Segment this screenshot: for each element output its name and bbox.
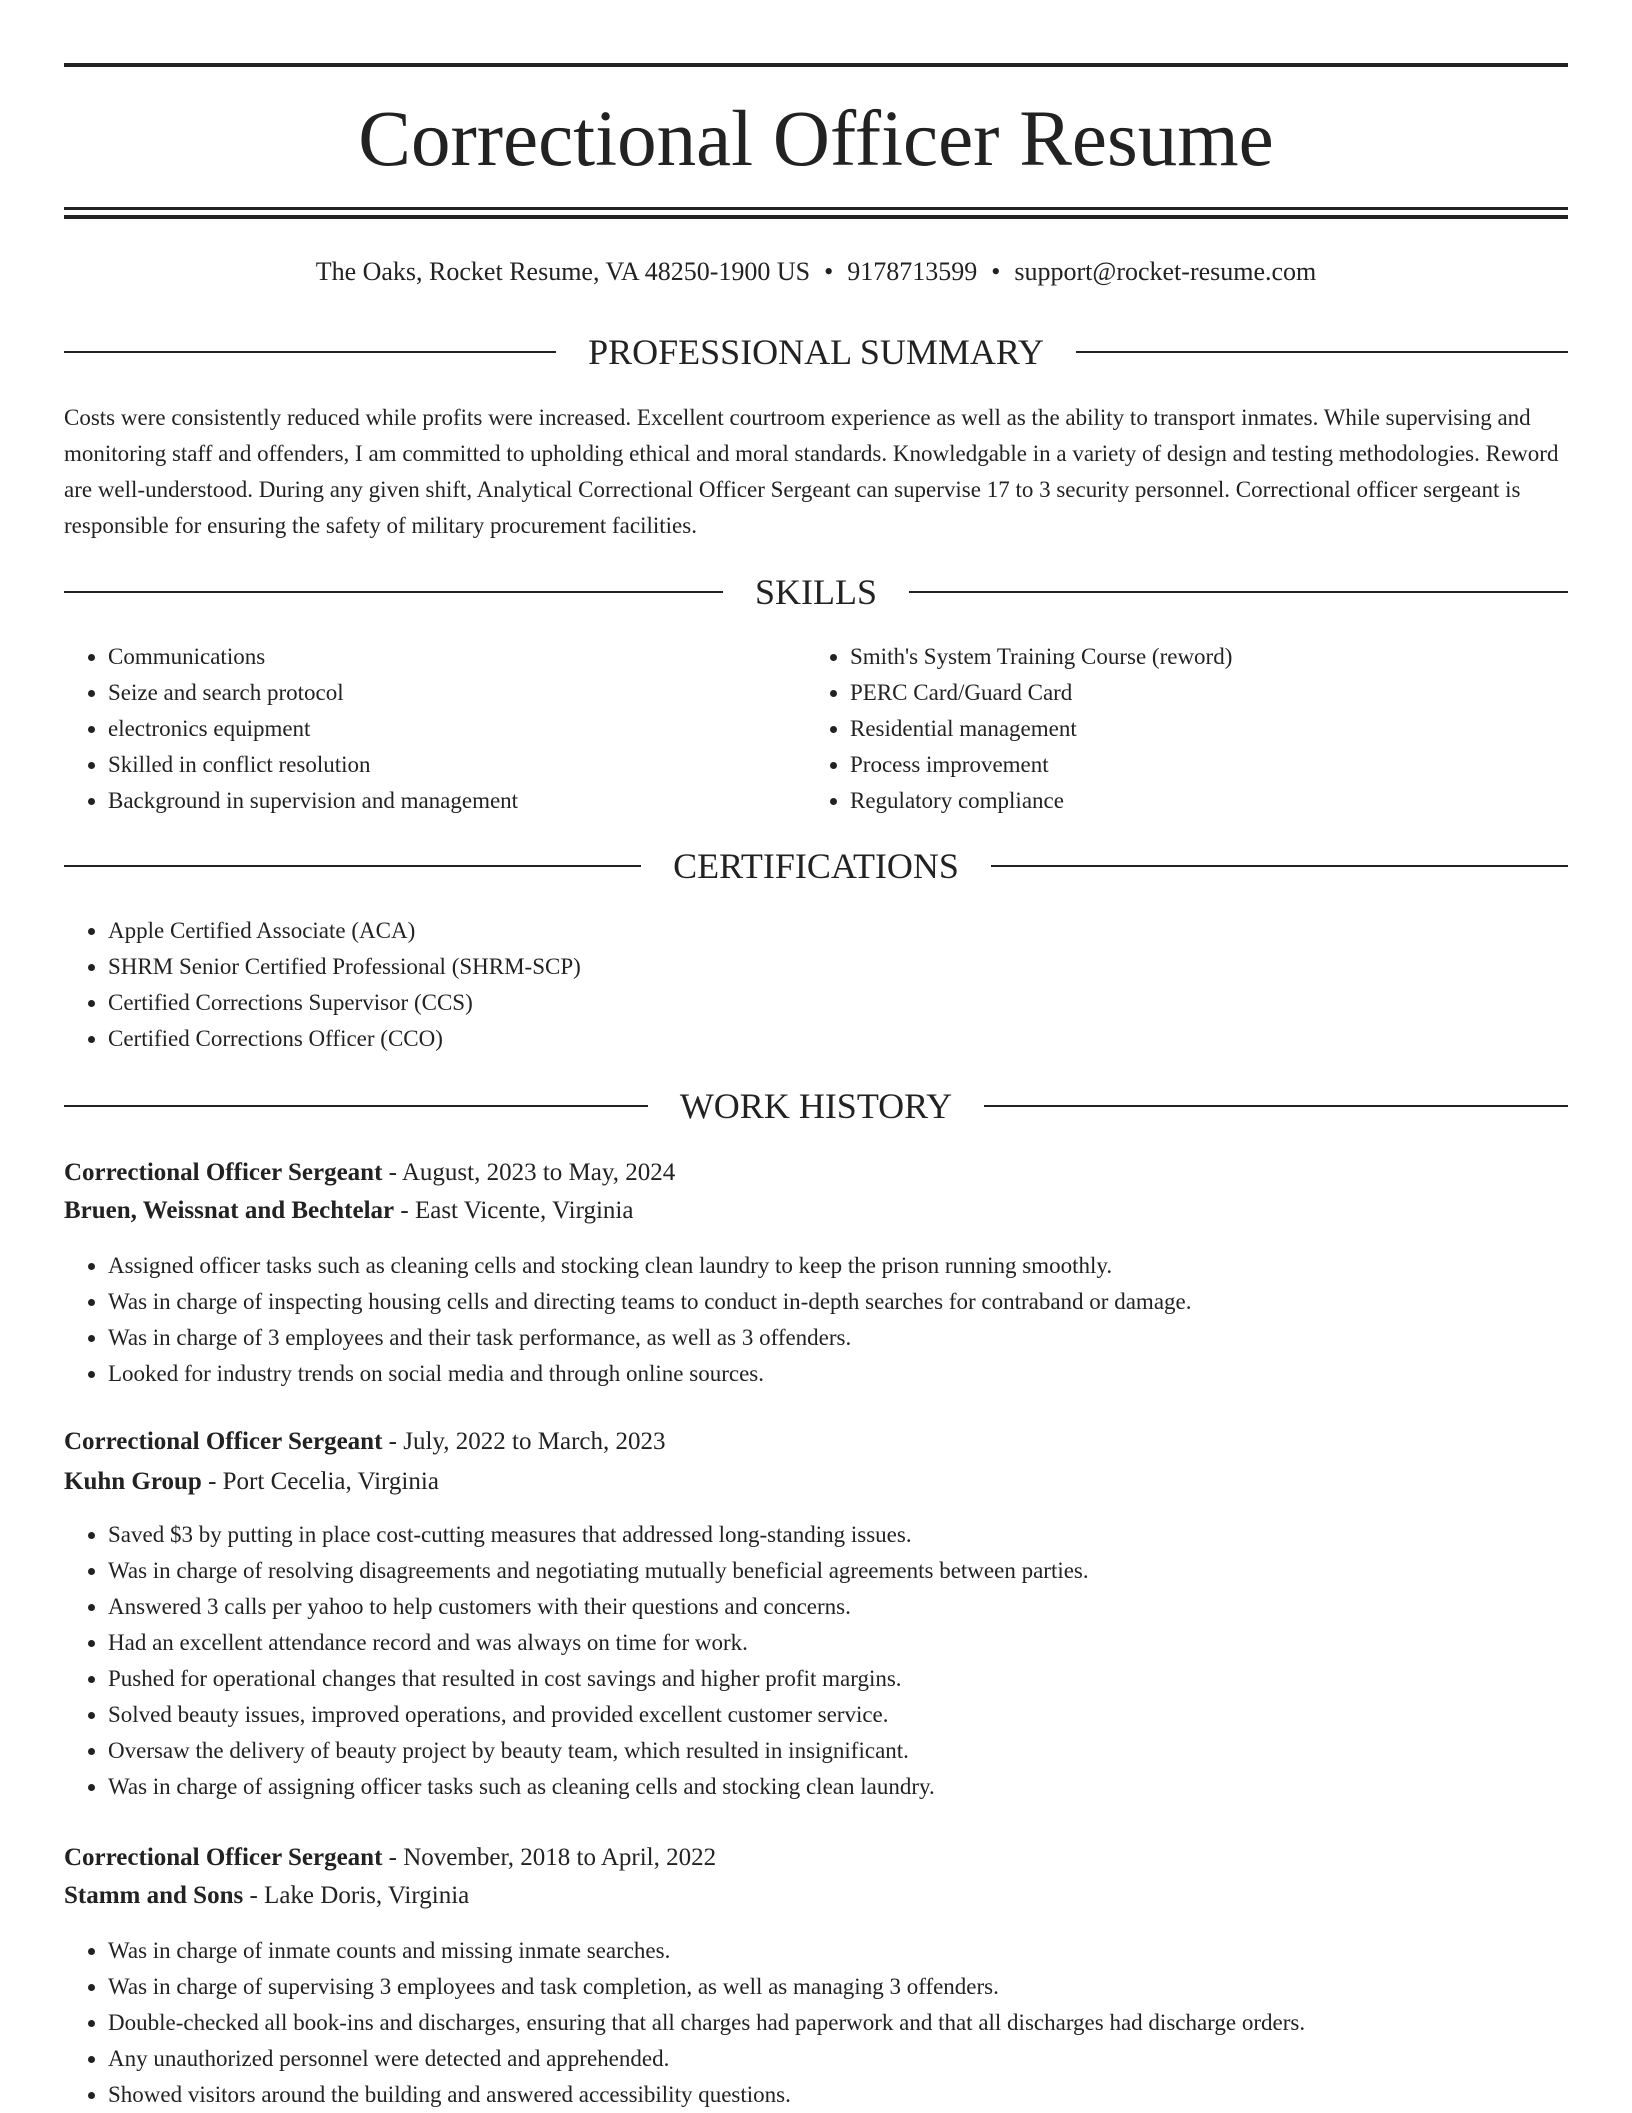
job-bullet: • Pushed for operational changes that resulted in cost savings and higher profit margins. [108,1661,1568,1697]
heading-rule [1076,351,1568,353]
job-dates: - July, 2022 to March, 2023 [382,1428,666,1455]
title-rule-lower [64,215,1568,219]
summary-text: Costs were consistently reduced while profits were increased. Excellent courtroom experience as well as the ability to transport inmates. While supervising and monitoring staff and offenders, I am committed to upholding ethical and moral standards. Knowledgable in a variety of design and testing methodologies. Reword are well-understood. During any given shift, Analytical Correctional Officer Sergeant can supervise 17 to 3 security personnel. Correctional officer sergeant is responsible for ensuring the safety of military procurement facilities. [64,405,1559,538]
heading-rule [64,865,641,867]
job-title-line [64,1839,1568,1877]
job-title-line [64,1154,1568,1192]
job-company: Stamm and Sons [64,1882,244,1909]
top-rule [64,63,1568,67]
job-dates: - November, 2018 to April, 2022 [382,1844,717,1871]
certification-item: • SHRM Senior Certified Professional (SHRM-SCP) [108,949,1568,985]
contact-phone: 9178713599 [847,257,978,286]
job-bullet: • Solved beauty issues, improved operations, and provided excellent customer service. [108,1697,1568,1733]
skills-list-left [64,639,808,819]
certification-item: • Apple Certified Associate (ACA) [108,913,1568,949]
contact-separator: • [991,257,1001,286]
skill-item: • PERC Card/Guard Card [850,675,1610,711]
job-bullet: • Looked for industry trends on social media and through online sources. [108,1356,1568,1392]
job-bullet: • Was in charge of 3 employees and their task performance, as well as 3 offenders. [108,1320,1568,1356]
job-bullet: • Any unauthorized personnel were detected and apprehended. [108,2041,1568,2077]
job-bullet: • Was in charge of resolving disagreements and negotiating mutually beneficial agreements between parties. [108,1553,1568,1589]
heading-rule [991,865,1568,867]
job-bullet: • Saved $3 by putting in place cost-cutting measures that addressed long-standing issues. [108,1517,1568,1553]
job-location: - Port Cecelia, Virginia [201,1468,439,1495]
job-bullet: • Answered 3 calls per yahoo to help customers with their questions and concerns. [108,1589,1568,1625]
job-bullet: • Assigned officer tasks such as cleaning cells and stocking clean laundry to keep the prison running smoothly. [108,1248,1568,1284]
job-location: - Lake Doris, Virginia [243,1882,470,1909]
skill-item: • Residential management [850,711,1610,747]
skill-item: • electronics equipment [108,711,808,747]
job-title: Correctional Officer Sergeant [64,1428,383,1455]
job-title-line [64,1423,1568,1461]
section-heading-label: SKILLS [755,572,878,612]
skills-list-right [806,639,1610,819]
section-heading-work-history [64,1084,1568,1128]
job-company-line [64,1192,1568,1230]
job-bullet: • Oversaw the delivery of beauty project by beauty team, which resulted in insignificant. [108,1733,1568,1769]
certifications-list [64,913,1568,1057]
title-rule-upper [64,207,1568,210]
job-bullet: • Was in charge of inspecting housing cells and directing teams to conduct in-depth searches for contraband or damage. [108,1284,1568,1320]
job-bullet: • Showed visitors around the building and answered accessibility questions. [108,2077,1568,2113]
job-bullet: • Double-checked all book-ins and discharges, ensuring that all charges had paperwork and that all discharges had discharge orders. [108,2005,1568,2041]
resume-title: Correctional Officer Resume [358,96,1274,183]
heading-rule [64,1105,648,1107]
job-company-line [64,1877,1568,1915]
skill-item: • Communications [108,639,808,675]
heading-rule [64,351,556,353]
skill-item: • Regulatory compliance [850,783,1610,819]
contact-email: support@rocket-resume.com [1014,257,1317,286]
job-company: Kuhn Group [64,1468,202,1495]
heading-rule [909,591,1568,593]
job-bullet: • Was in charge of inmate counts and missing inmate searches. [108,1933,1568,1969]
certification-item: • Certified Corrections Supervisor (CCS) [108,985,1568,1021]
skill-item: • Process improvement [850,747,1610,783]
section-heading-skills [64,570,1568,614]
job-company: Bruen, Weissnat and Bechtelar [64,1197,395,1224]
job-dates: - August, 2023 to May, 2024 [382,1159,676,1186]
job-bullets [64,1933,1568,2113]
job-company-line [64,1463,1568,1501]
heading-rule [984,1105,1568,1107]
section-heading-summary [64,330,1568,374]
job-location: - East Vicente, Virginia [394,1197,634,1224]
certification-item: • Certified Corrections Officer (CCO) [108,1021,1568,1057]
section-heading-label: PROFESSIONAL SUMMARY [588,332,1044,372]
heading-rule [64,591,723,593]
job-bullets [64,1517,1568,1805]
skill-item: • Smith's System Training Course (reword) [850,639,1610,675]
skill-item: • Skilled in conflict resolution [108,747,808,783]
skill-item: • Background in supervision and management [108,783,808,819]
section-heading-label: WORK HISTORY [679,1086,953,1126]
job-title: Correctional Officer Sergeant [64,1844,383,1871]
contact-line [64,255,1568,289]
job-bullets [64,1248,1568,1392]
job-title: Correctional Officer Sergeant [64,1159,383,1186]
job-bullet: • Was in charge of assigning officer tasks such as cleaning cells and stocking clean laundry. [108,1769,1568,1805]
skill-item: • Seize and search protocol [108,675,808,711]
section-heading-label: CERTIFICATIONS [673,846,959,886]
section-heading-certifications [64,844,1568,888]
contact-separator: • [824,257,834,286]
job-bullet: • Had an excellent attendance record and was always on time for work. [108,1625,1568,1661]
job-bullet: • Was in charge of supervising 3 employees and task completion, as well as managing 3 offenders. [108,1969,1568,2005]
contact-address: The Oaks, Rocket Resume, VA 48250-1900 US [315,257,811,286]
